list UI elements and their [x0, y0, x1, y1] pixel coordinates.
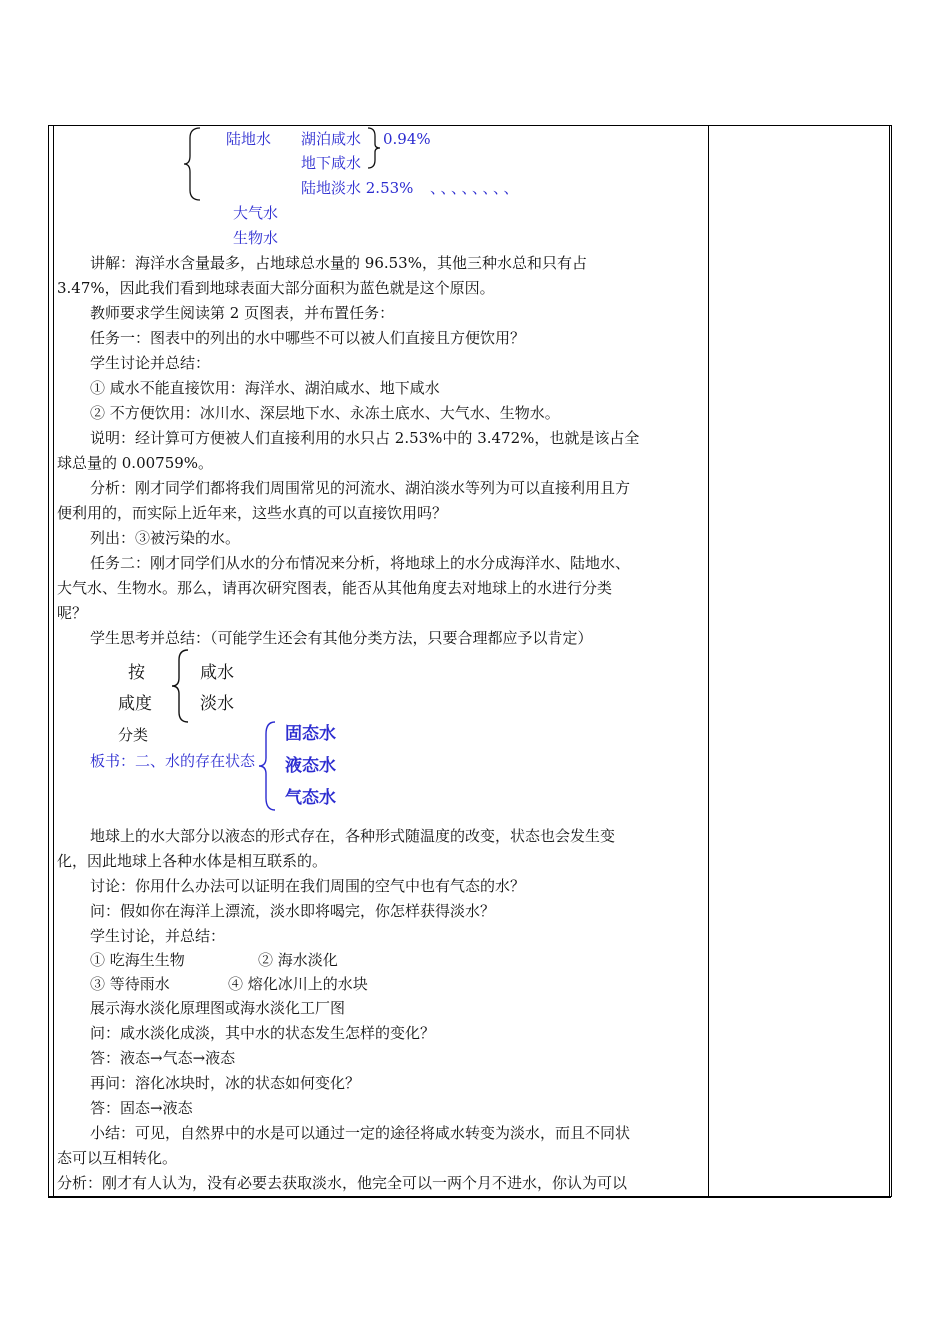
list-item: ③ 等待雨水	[90, 975, 170, 993]
states-brace	[257, 720, 279, 812]
classify-by-label: 按	[128, 663, 145, 683]
text-line: 球总量的 0.00759%。	[57, 454, 214, 472]
text-line: ① 咸水不能直接饮用：海洋水、湖泊咸水、地下咸水	[90, 379, 440, 397]
biological-water-label: 生物水	[233, 229, 279, 247]
text-line: 说明：经计算可方便被人们直接利用的水只占 2.53%中的 3.472%，也就是该占全	[90, 429, 640, 447]
classify-salinity-label: 咸度	[118, 694, 152, 714]
list-item: ① 吃海生生物	[90, 951, 185, 969]
text-line: 学生讨论并总结：	[90, 354, 211, 372]
land-water-brace	[182, 126, 204, 202]
text-line: 学生讨论，并总结：	[90, 927, 226, 945]
classify-category-label: 分类	[118, 726, 149, 744]
list-item: ② 海水淡化	[258, 951, 338, 969]
text-line: 小结：可见，自然界中的水是可以通过一定的途径将咸水转变为淡水，而且不同状	[90, 1124, 631, 1142]
gas-water-label: 气态水	[285, 788, 336, 808]
text-line: 任务一：图表中的列出的水中哪些不可以被人们直接且方便饮用？	[90, 329, 526, 347]
text-line: 便利用的，而实际上近年来，这些水真的可以直接饮用吗？	[57, 504, 448, 522]
solid-water-label: 固态水	[285, 724, 336, 744]
text-line: 态可以互相转化。	[57, 1149, 178, 1167]
salt-water-percent: 0.94%	[383, 130, 431, 148]
text-line: 答：液态→气态→液态	[90, 1049, 236, 1067]
table-bottom-border	[48, 1196, 891, 1198]
text-line: 大气水、生物水。那么，请再次研究图表，能否从其他角度去对地球上的水进行分类	[57, 579, 613, 597]
text-line: 分析：刚才有人认为，没有必要去获取淡水，他完全可以一两个月不进水，你认为可以	[57, 1174, 628, 1192]
text-line: 呢？	[57, 604, 88, 622]
land-water-label: 陆地水	[226, 130, 272, 148]
salt-water-brace	[366, 126, 382, 170]
text-line: 任务二：刚才同学们从水的分布情况来分析，将地球上的水分成海洋水、陆地水、	[90, 554, 631, 572]
text-line: 展示海水淡化原理图或海水淡化工厂图	[90, 999, 346, 1017]
text-line: 问：咸水淡化成淡，其中水的状态发生怎样的变化？	[90, 1024, 436, 1042]
text-line: 讲解：海洋水含量最多，占地球总水量的 96.53%，其他三种水总和只有占	[90, 254, 587, 272]
liquid-water-label: 液态水	[285, 756, 336, 776]
table-right-border	[891, 125, 892, 1197]
text-line: 化，因此地球上各种水体是相互联系的。	[57, 852, 328, 870]
lake-salt-water-label: 湖泊咸水	[301, 130, 362, 148]
fresh-water-category: 淡水	[200, 694, 234, 714]
text-line: 再问：溶化冰块时，冰的状态如何变化？	[90, 1074, 361, 1092]
continuation-dots: 、、、、、、、、	[430, 179, 522, 197]
ground-salt-water-label: 地下咸水	[301, 154, 362, 172]
salinity-brace	[170, 648, 192, 724]
board-title: 板书：二、水的存在状态	[90, 752, 256, 770]
text-line: ② 不方便饮用：冰川水、深层地下水、永冻土底水、大气水、生物水。	[90, 404, 560, 422]
table-left-border	[48, 125, 49, 1197]
table-left-inner-border	[53, 125, 54, 1197]
text-line: 分析：刚才同学们都将我们周围常见的河流水、湖泊淡水等列为可以直接利用且方	[90, 479, 631, 497]
text-line: 学生思考并总结：（可能学生还会有其他分类方法，只要合理都应予以肯定）	[90, 629, 593, 647]
table-right-inner-border	[889, 125, 890, 1197]
salt-water-category: 咸水	[200, 663, 234, 683]
text-line: 答：固态→液态	[90, 1099, 193, 1117]
land-fresh-water-label: 陆地淡水 2.53%	[301, 179, 414, 197]
text-line: 地球上的水大部分以液态的形式存在，各种形式随温度的改变，状态也会发生变	[90, 827, 616, 845]
text-line: 讨论：你用什么办法可以证明在我们周围的空气中也有气态的水？	[90, 877, 526, 895]
table-column-divider	[708, 125, 709, 1197]
table-top-border	[48, 125, 891, 126]
text-line: 问：假如你在海洋上漂流，淡水即将喝完，你怎样获得淡水？	[90, 902, 496, 920]
text-line: 教师要求学生阅读第 2 页图表，并布置任务：	[90, 304, 395, 322]
list-item: ④ 熔化冰川上的水块	[228, 975, 368, 993]
atmospheric-water-label: 大气水	[233, 204, 279, 222]
text-line: 3.47%，因此我们看到地球表面大部分面积为蓝色就是这个原因。	[57, 279, 495, 297]
text-line: 列出：③被污染的水。	[90, 529, 241, 547]
